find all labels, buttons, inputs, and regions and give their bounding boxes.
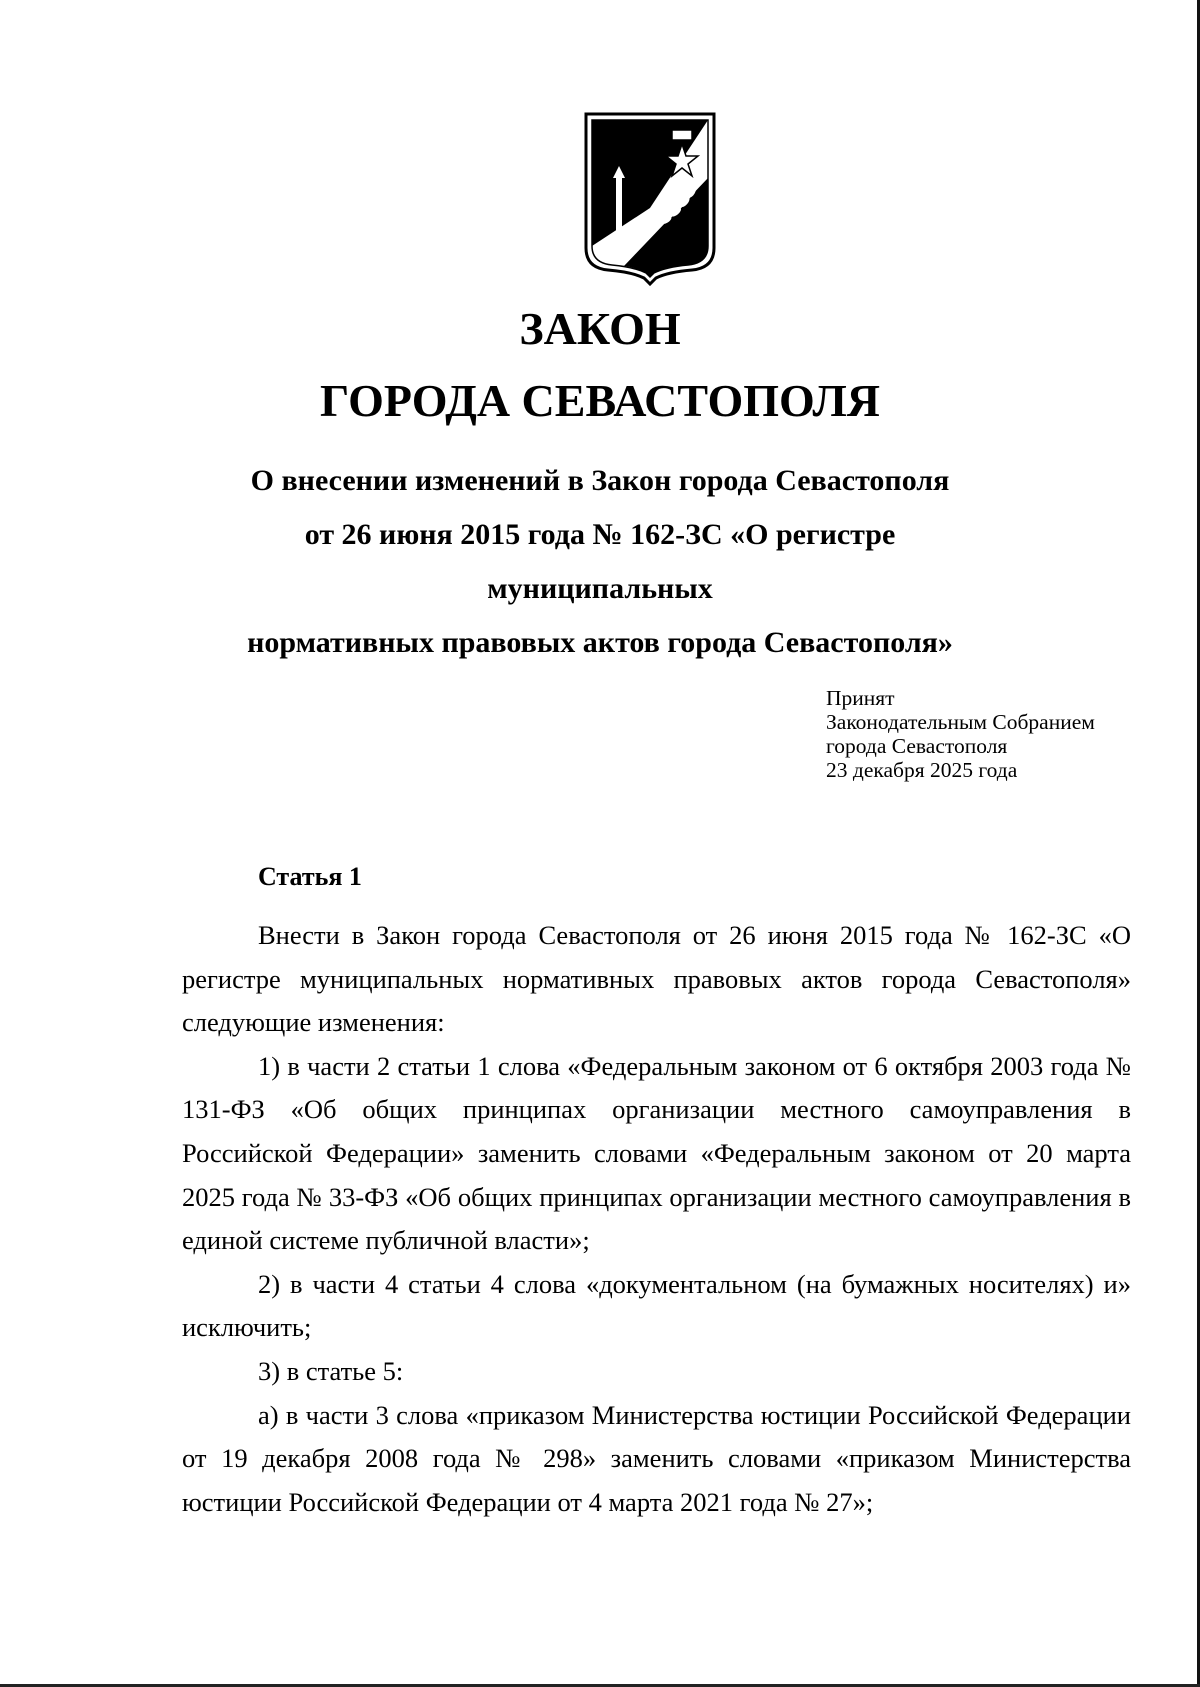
subject-line: от 26 июня 2015 года № 162-ЗС «О регистре муниципальных: [304, 518, 896, 605]
subject-line: нормативных правовых актов города Севастополя»: [247, 626, 953, 659]
body-paragraph: 1) в части 2 статьи 1 слова «Федеральным законом от 6 октября 2003 года № 131-ФЗ «Об общих принципах организации местного самоуправления в Российской Федерации» заменить словами «Федеральным законом от 20 марта 2025 года № 33-ФЗ «Об общих принципах организации местного самоуправления в единой системе публичной власти»;: [182, 1050, 1131, 1256]
adoption-line: Законодательным Собранием: [826, 710, 1095, 734]
adoption-line: Принят: [826, 686, 895, 710]
article-heading: Статья 1: [258, 862, 362, 891]
document-title: ЗАКОН: [519, 303, 681, 354]
body-paragraph: а) в части 3 слова «приказом Министерства юстиции Российской Федерации от 19 декабря 2008 года № 298» заменить словами «приказом Министерства юстиции Российской Федерации от 4 марта 2021 года № 27»;: [182, 1399, 1131, 1517]
coat-of-arms-icon: [580, 108, 720, 288]
body-paragraph: 2) в части 4 статьи 4 слова «документальном (на бумажных носителях) и» исключить;: [182, 1268, 1131, 1343]
adoption-block: [826, 686, 1166, 782]
adoption-line: города Севастополя: [826, 734, 1008, 758]
body-paragraph: Внести в Закон города Севастополя от 26 июня 2015 года № 162-ЗС «О регистре муниципальных нормативных правовых актов города Севастополя» следующие изменения:: [182, 920, 1131, 1038]
article-body: [182, 914, 1131, 1524]
body-paragraph: 3) в статье 5:: [258, 1355, 404, 1386]
adoption-date: 23 декабря 2025 года: [826, 758, 1018, 782]
law-subject: [200, 454, 1000, 670]
document-issuer: ГОРОДА СЕВАСТОПОЛЯ: [319, 375, 881, 426]
subject-line: О внесении изменений в Закон города Севастополя: [250, 464, 950, 497]
